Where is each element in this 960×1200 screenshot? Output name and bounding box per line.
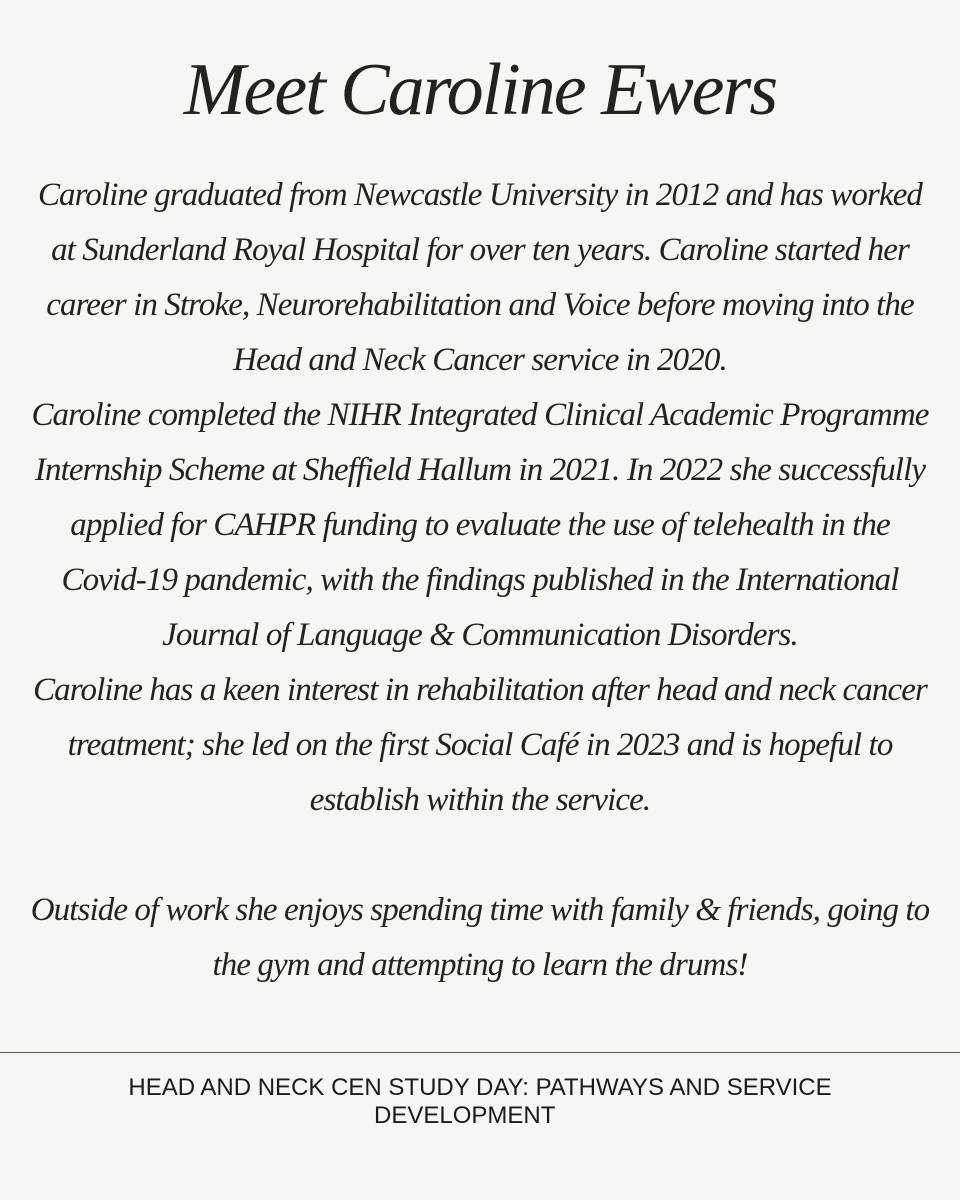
event-footer [0,1074,960,1130]
bio-text [30,168,930,993]
paragraph-spacer [30,828,930,883]
event-title-line2: DEVELOPMENT [374,1102,556,1129]
event-title-line1: HEAD AND NECK CEN STUDY DAY: PATHWAYS AND SERVICE [128,1074,832,1101]
bio-paragraph-education: Caroline graduated from Newcastle University in 2012 and has worked at Sunderland Royal Hospital for over ten years. Caroline started her career in Stroke, Neurorehabilitation and Voice before moving into the Head and Neck Cancer service in 2020. [37,177,923,378]
bio-paragraph-interests: Caroline has a keen interest in rehabilitation after head and neck cancer treatment; she led on the first Social Café in 2023 and is hopeful to establish within the service. [33,672,927,818]
bio-paragraph-personal: Outside of work she enjoys spending time with family & friends, going to the gym and attempting to learn the drums! [30,892,930,983]
bio-paragraph-research: Caroline completed the NIHR Integrated Clinical Academic Programme Internship Scheme at Sheffield Hallum in 2021. In 2022 she successfully applied for CAHPR funding to evaluate the use of telehealth in the Covid-19 pandemic, with the findings published in the International Journal of Language & Communication Disorders. [31,397,929,653]
page-title: Meet Caroline Ewers [183,49,777,131]
footer-divider [0,1052,960,1053]
